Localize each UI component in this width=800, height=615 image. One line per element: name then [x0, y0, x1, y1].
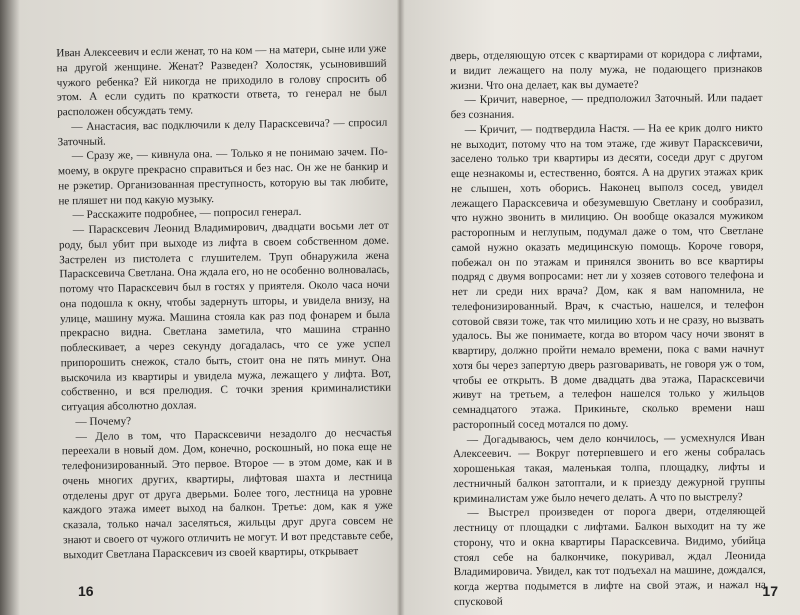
paragraph: Иван Алексеевич и если женат, то на ком — на матери, сыне или уже на другой женщине. Женат? Разведен? Холостяк, усыновивший чужого ребенка? Ей никогда не приходило в голову спросить об этом. А если судить по краткости ответа, то генерал не был расположен обсуждать тему.	[56, 42, 388, 119]
paragraph: — Анастасия, вас подключили к делу Парасксевича? — спросил Заточный.	[57, 116, 388, 148]
paragraph: — Кричит, наверное, — предположил Заточный. Или падает без сознания.	[450, 92, 763, 122]
right-page-number: 17	[762, 583, 778, 599]
left-edge-shadow	[0, 0, 20, 615]
paragraph: — Выстрел произведен от порога двери, отделяющей лестницу от площадки с лифтами. Балкон выходит на ту же сторону, что и окна квартиры Парасксевича. Видимо, убийца стоял себе на балкончике, покуривал, ждал Леонида Владимировича. Увидел, как тот подъехал на машине, дождался, когда жертва подымется в лифте на свой этаж, и нажал на спусковой	[453, 505, 766, 608]
paragraph: — Дело в том, что Парасксевичи незадолго до несчастья переехали в новый дом. Дом, конечно, роскошный, но пока еще не телефонизированный. Это первое. Второе — в этом доме, как и в очень многих других, квартиры, лифтовая шахта и лестница отделены друг от друга дверьми. Более того, лестница на уровне каждого этажа имеет выход на балкон. Третье: дом, как я уже сказала, только начал заселяться, жильцы друг друга совсем не знают и своего от чужого отличить не могут. И вот представьте себе, выходит Светлана Парасксевич из своей квартиры, открывает	[61, 426, 394, 561]
left-page	[56, 42, 394, 588]
paragraph: — Почему?	[75, 415, 132, 428]
left-page-number: 16	[78, 583, 94, 599]
paragraph: — Парасксевич Леонид Владимирович, двадцати восьми лет от роду, был убит при выходе из лифта в своем собственном доме. Застрелен из пистолета с глушителем. Труп обнаружила жена Парасксевича Светлана. Она ждала его, но не особенно волновалась, потому что Парасксевич был в гостях у приятеля. Около часа ночи она подошла к окну, чтобы задернуть шторы, и увидела внизу, на улице, машину мужа. Машина стояла как раз под фонарем и была прекрасно видна. Светлана заметила, что машина странно поблескивает, а через секунду догадалась, что се уже успел припорошить снежок, стало быть, стоит она не пять минут. Она выскочила из квартиры и увидела мужа, лежащего у лифта. Вот, собственно, и вся прелюдия. С точки зрения криминалистики ситуация абсолютно дохлая.	[58, 219, 392, 414]
paragraph: дверь, отделяющую отсек с квартирами от коридора с лифтами, и видит лежащего на полу мужа, не подающего признаков жизни. Что она делает, как вы думаете?	[450, 47, 763, 92]
paragraph: — Сразу же, — кивнула она. — Только я не понимаю зачем. По-моему, в округе прекрасно справиться и без нас. Он же не банкир и не рэкетир. Организованная преступность, которую вы так любите, не пляшет ни под какую музыку.	[57, 145, 389, 207]
paragraph: — Кричит, — подтвердила Настя. — На ее крик долго никто не выходит, потому что на том этаже, где живут Парасксевичи, заселено только три квартиры из десяти, соседи друг с другом еще незнакомы и, естественно, боятся. А на других этажах крик не слышен, хоть оборись. Наконец выполз сосед, увидел лежащего Парасксевича и обезумевшую Светлану и сообразил, что нужно звонить в милицию. Он вообще оказался мужиком расторопным и неглупым, подумал даже о том, что Светлане самой нужно оказать медицинскую помощь. Короче говоря, побежал он по этажам и принялся звонить во все квартиры подряд с двумя вопросами: нет ли у хозяев сотового телефона и нет ли среди них врача? Дом, как я вам напомнила, не телефонизированный. Врач, к счастью, нашелся, и телефон сотовой связи тоже, так что милицию хоть и не сразу, но вызвать удалось. Вы же понимаете, когда во втором часу ночи звонят в квартиру, должно пройти немало времени, пока с вами начнут хотя бы через запертую дверь разговаривать, не говоря уж о том, чтобы ее открыть. В доме двадцать два этажа, Парасксевичи живут на третьем, а телефон нашелся только у жильцов семнадцатого этажа. Прикиньте, сколько времени наш расторопный сосед мотался по дому.	[450, 121, 765, 431]
paragraph: — Догадываюсь, чем дело кончилось, — усмехнулся Иван Алексеевич. — Вокруг потерпевшего и его жены собралась хорошенькая такая, маленькая толпа, площадку, лифты и лестничный балкон затоптали, и к приезду дежурной группы криминалистам уже было нечего делать. А что по выстрелу?	[452, 431, 766, 505]
paragraph: — Расскажите подробнее, — попросил генерал.	[72, 206, 302, 222]
right-page	[450, 47, 766, 608]
